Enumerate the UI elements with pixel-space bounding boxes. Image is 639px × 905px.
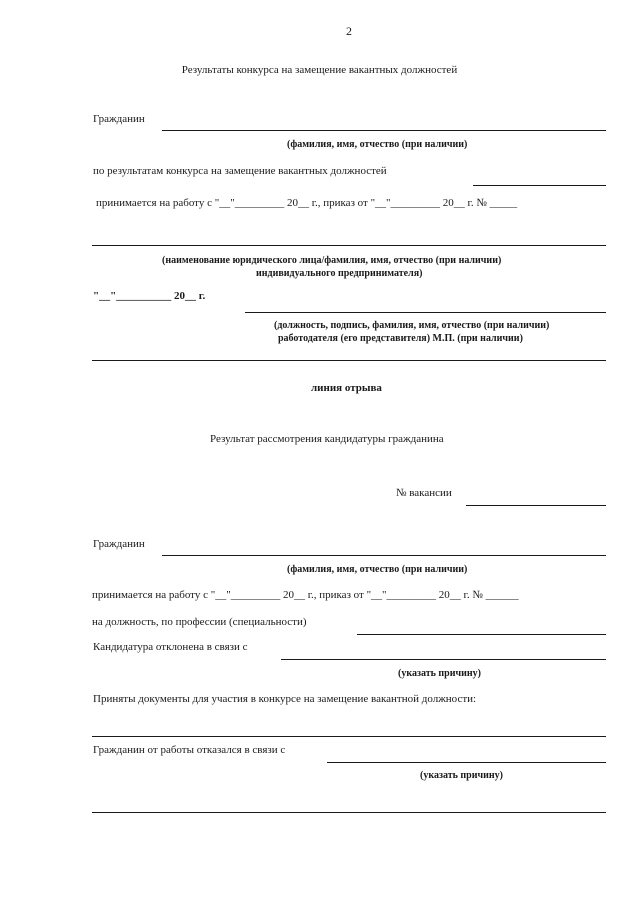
refused-text: Гражданин от работы отказался в связи с: [93, 744, 286, 756]
fio-caption-2: (фамилия, имя, отчество (при наличии): [287, 564, 468, 575]
position-text: на должность, по профессии (специальности): [92, 616, 307, 628]
hired-text-2: принимается на работу с "__"_________ 20__ г., приказ от "__"_________ 20__ г. № ______: [92, 589, 519, 601]
page-number: 2: [346, 24, 352, 38]
tear-separator-line: [92, 360, 606, 361]
fio-caption: (фамилия, имя, отчество (при наличии): [287, 139, 468, 150]
citizen-label: Гражданин: [93, 113, 145, 125]
citizen-label-2: Гражданин: [93, 538, 145, 550]
citizen-name-line-2[interactable]: [162, 555, 606, 556]
by-results-line[interactable]: [473, 185, 606, 186]
reason-caption: (указать причину): [398, 668, 481, 679]
position-line[interactable]: [357, 634, 606, 635]
hired-text: принимается на работу с "__"_________ 20__ г., приказ от "__"_________ 20__ г. № _____: [96, 197, 518, 209]
documents-line[interactable]: [92, 736, 606, 737]
reason-caption-2: (указать причину): [420, 770, 503, 781]
signature-caption-1: (должность, подпись, фамилия, имя, отчество (при наличии): [274, 320, 550, 331]
employer-caption-2: индивидуального предпринимателя): [256, 268, 423, 279]
citizen-name-line[interactable]: [162, 130, 606, 131]
rejected-reason-line[interactable]: [281, 659, 606, 660]
signature-line[interactable]: [245, 312, 606, 313]
vacancy-label: № вакансии: [396, 487, 452, 499]
results-title: Результаты конкурса на замещение вакантных должностей: [181, 64, 458, 76]
rejected-text: Кандидатура отклонена в связи с: [93, 641, 248, 653]
tear-line-label: линия отрыва: [311, 382, 382, 394]
refused-reason-line[interactable]: [327, 762, 606, 763]
employer-line[interactable]: [92, 245, 606, 246]
review-title: Результат рассмотрения кандидатуры гражданина: [210, 433, 444, 445]
bottom-line[interactable]: [92, 812, 606, 813]
documents-text: Приняты документы для участия в конкурсе на замещение вакантной должности:: [93, 693, 477, 705]
vacancy-line[interactable]: [466, 505, 606, 506]
by-results-text: по результатам конкурса на замещение вакантных должностей: [93, 165, 387, 177]
signature-caption-2: работодателя (его представителя) М.П. (при наличии): [278, 333, 523, 344]
date-text: "__"__________ 20__ г.: [93, 290, 206, 302]
employer-caption-1: (наименование юридического лица/фамилия, имя, отчество (при наличии): [162, 255, 502, 266]
